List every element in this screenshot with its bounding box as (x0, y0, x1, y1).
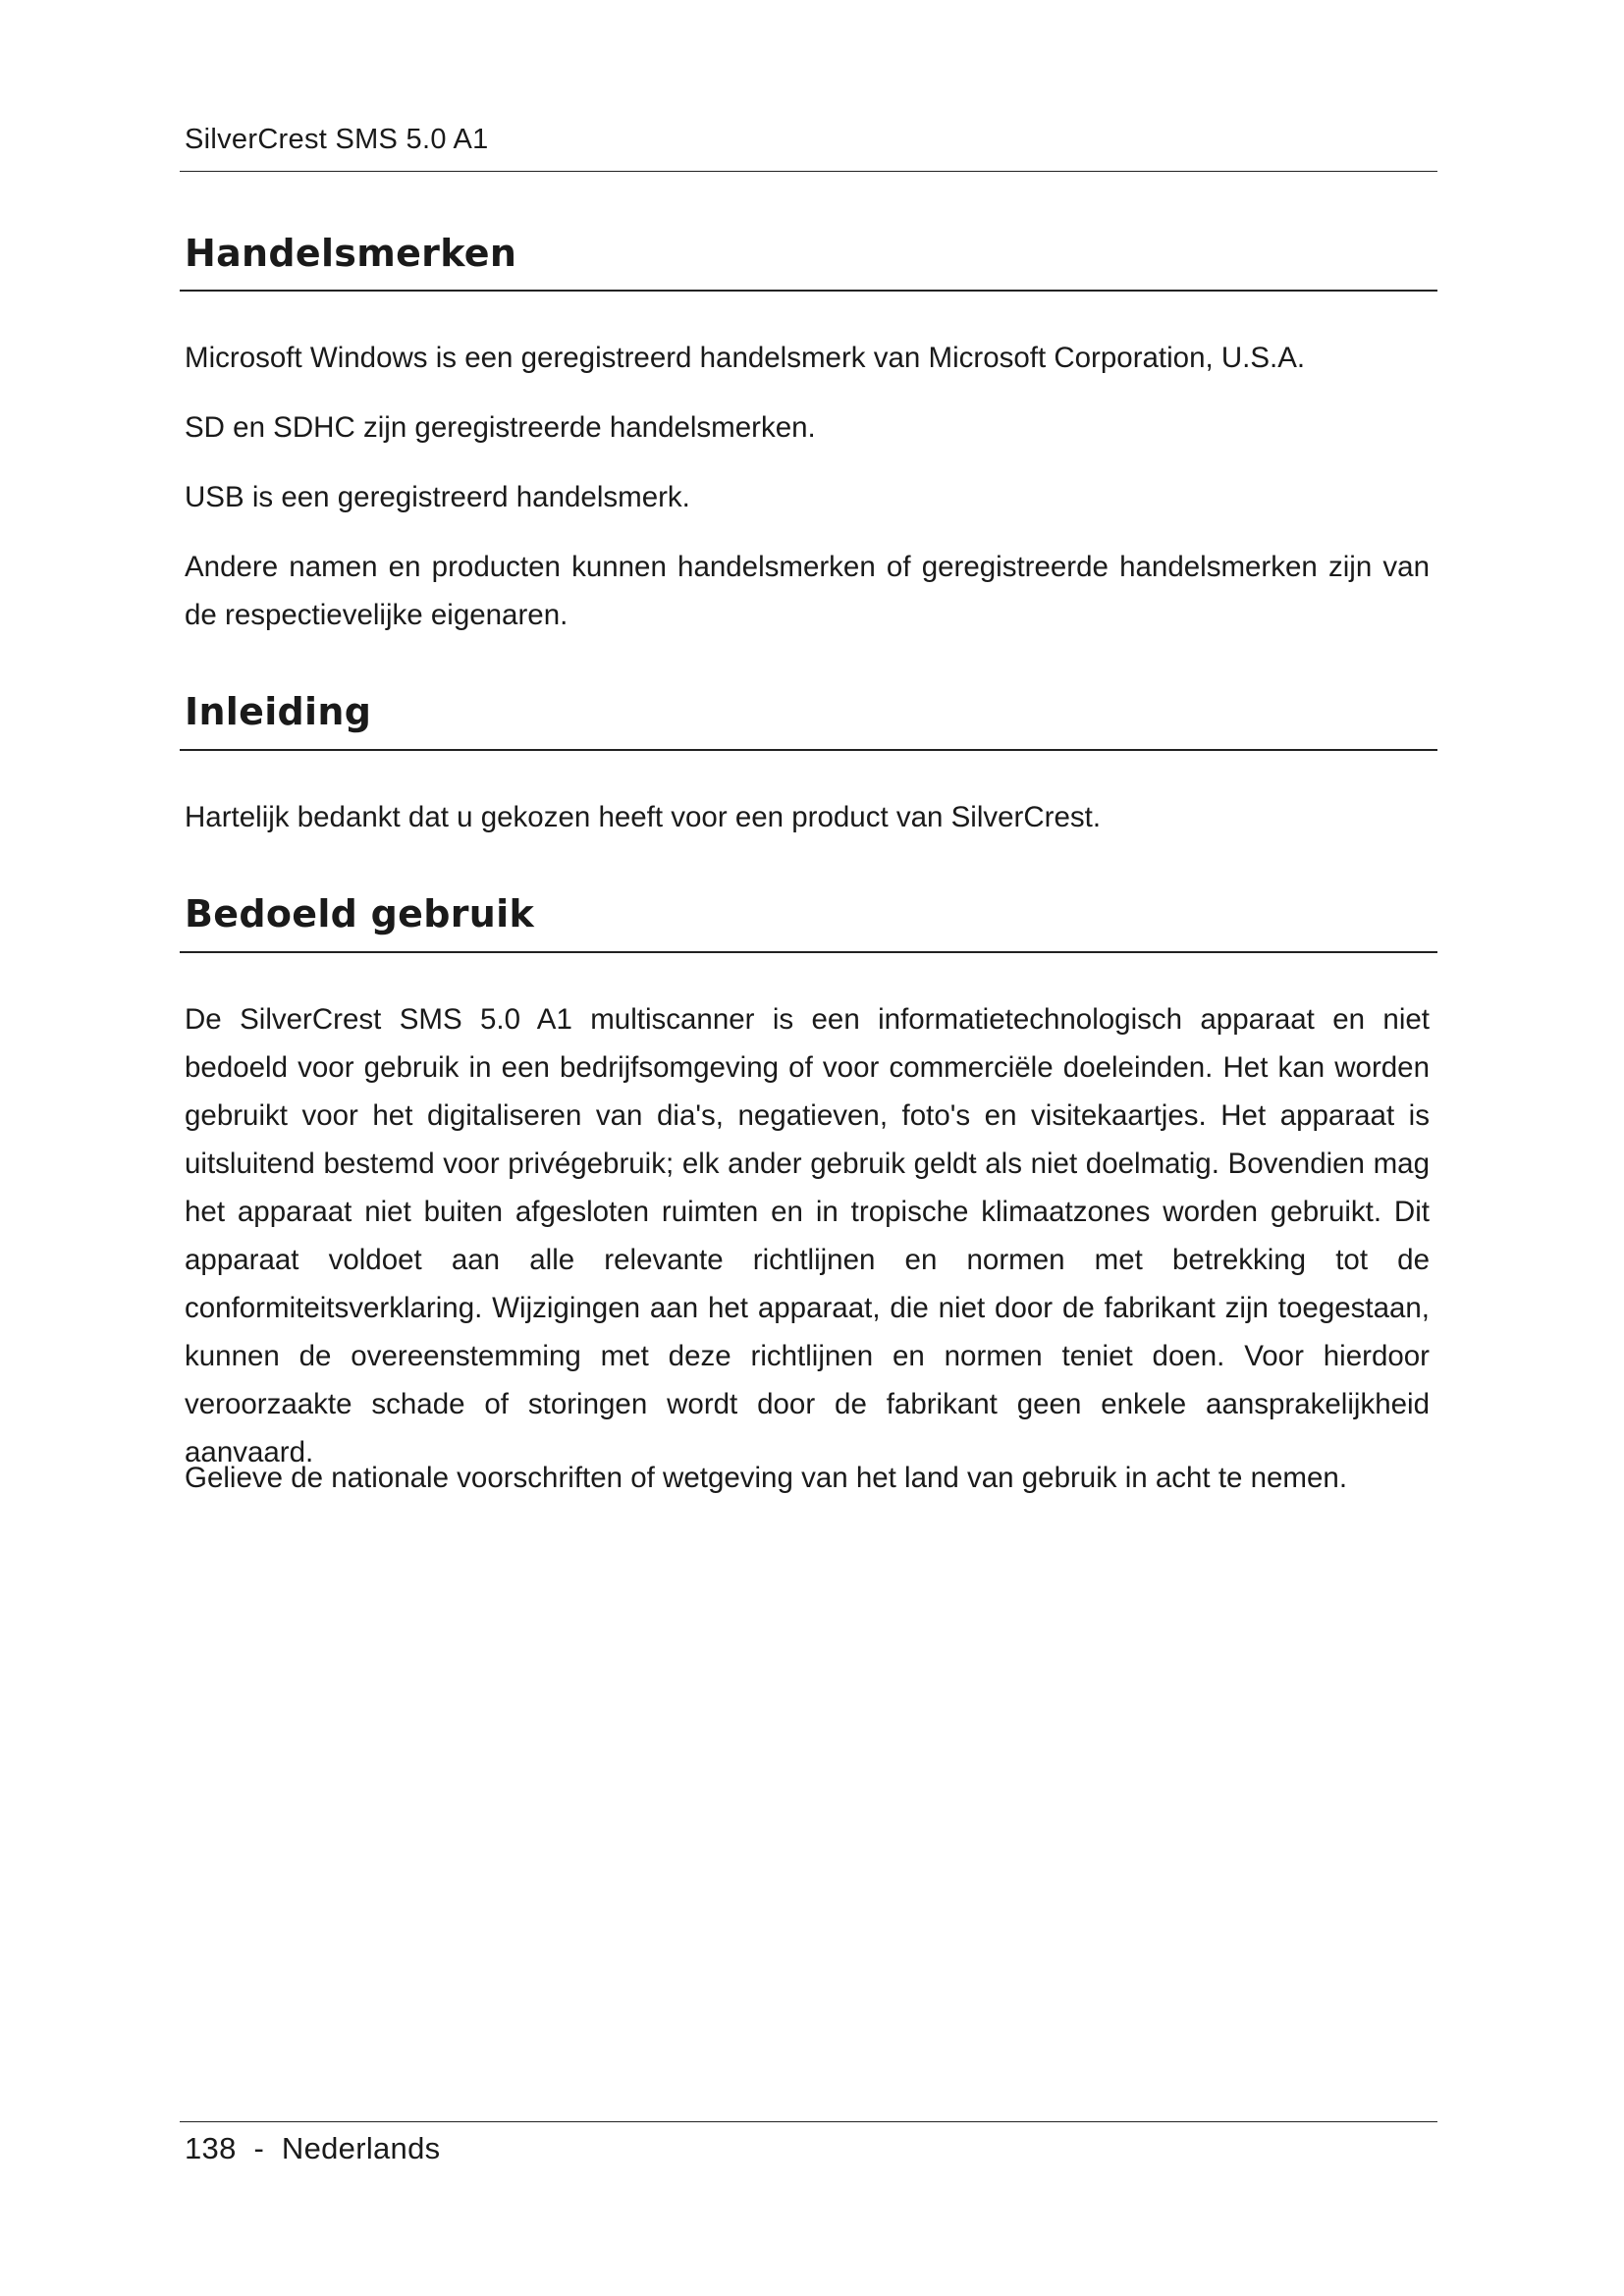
intended-use-regulations: Gelieve de nationale voorschriften of wetgeving van het land van gebruik in acht te nemen. (185, 1462, 1348, 1494)
footer-rule (180, 2121, 1437, 2122)
heading-bedoeld-gebruik: Bedoeld gebruik (185, 892, 535, 935)
trademark-sd: SD en SDHC zijn geregistreerde handelsmerken. (185, 411, 816, 444)
intro-thanks: Hartelijk bedankt dat u gekozen heeft voor een product van SilverCrest. (185, 801, 1102, 833)
intended-use-body: De SilverCrest SMS 5.0 A1 multiscanner is een informatietechnologisch apparaat en niet bedoeld voor gebruik in een bedrijfsomgeving of voor commerciële doeleinden. Het kan worden gebruikt voor het digitaliseren van dia's, negatieven, foto's en visitekaartjes. Het apparaat is uitsluitend bestemd voor privégebruik; elk ander gebruik geldt als niet doelmatig. Bovendien mag het apparaat niet buiten afgesloten ruimten en in tropische klimaatzones worden gebruikt. Dit apparaat voldoet aan alle relevante richtlijnen en normen met betrekking tot de conformiteitsverklaring. Wijzigingen aan het apparaat, die niet door de fabrikant zijn toegestaan, kunnen de overeenstemming met deze richtlijnen en normen teniet doen. Voor hierdoor veroorzaakte schade of storingen wordt door de fabrikant geen enkele aansprakelijkheid aanvaard. (185, 1003, 1430, 1468)
page-footer: 138 - Nederlands (185, 2131, 441, 2165)
trademark-usb: USB is een geregistreerd handelsmerk. (185, 481, 690, 513)
heading-handelsmerken: Handelsmerken (185, 232, 517, 275)
trademark-other: Andere namen en producten kunnen handelsmerken of geregistreerde handelsmerken zijn van de respectievelijke eigenaren. (185, 551, 1430, 631)
header-rule (180, 171, 1437, 172)
heading-inleiding: Inleiding (185, 690, 372, 733)
trademark-windows: Microsoft Windows is een geregistreerd handelsmerk van Microsoft Corporation, U.S.A. (185, 342, 1306, 374)
heading-rule-inleiding (180, 749, 1437, 751)
running-header: SilverCrest SMS 5.0 A1 (185, 124, 489, 155)
heading-rule-bedoeld-gebruik (180, 951, 1437, 953)
heading-rule-handelsmerken (180, 290, 1437, 292)
